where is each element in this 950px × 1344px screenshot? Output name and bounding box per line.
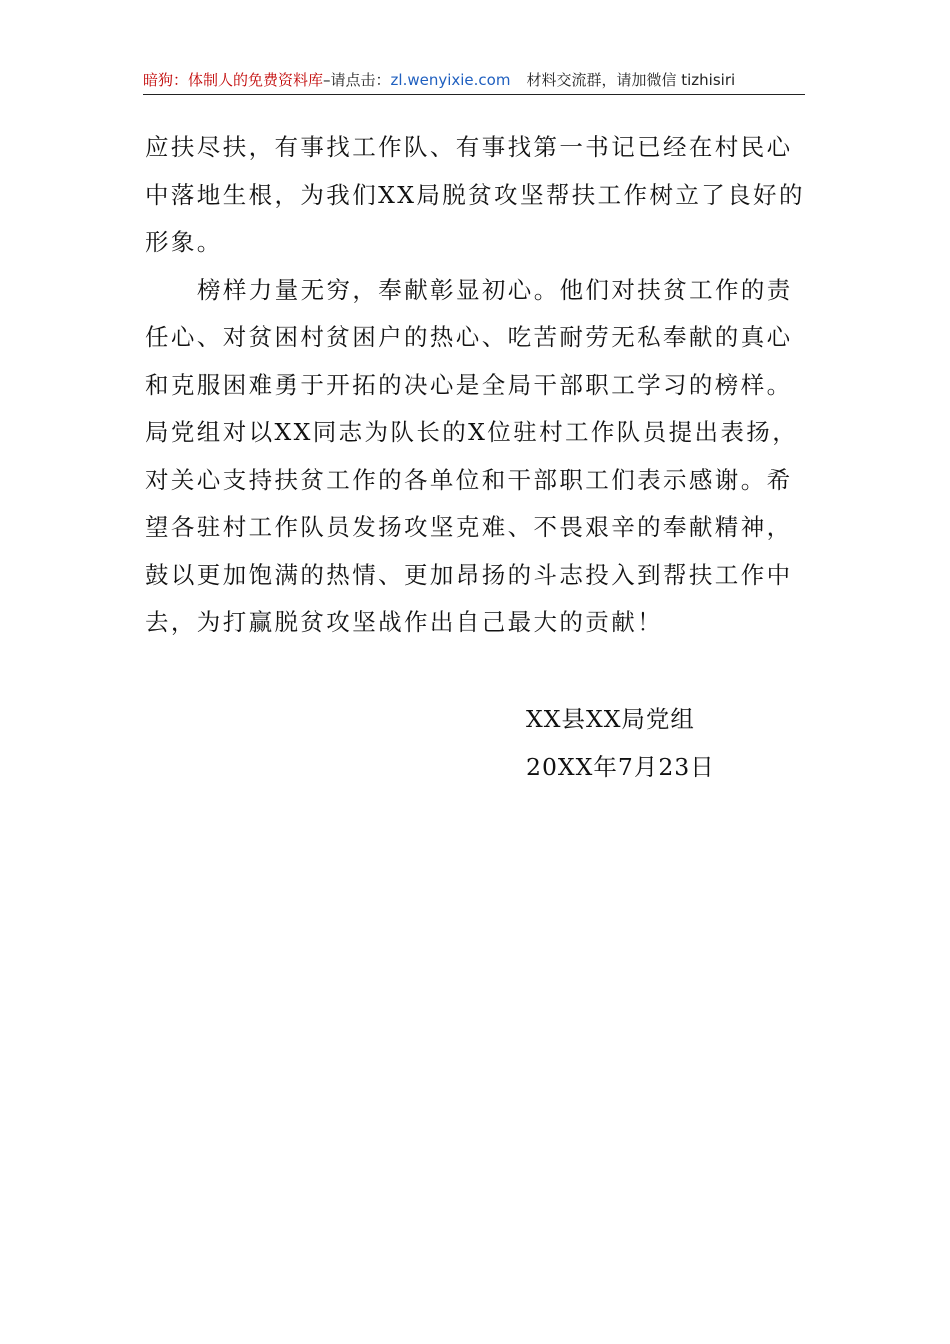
page-header bbox=[143, 68, 805, 95]
signature-org: XX县XX局党组 bbox=[526, 705, 695, 733]
header-link[interactable]: zl.wenyixie.com bbox=[390, 71, 511, 89]
paragraph-praise: 榜样力量无穷，奉献彰显初心。他们对扶贫工作的责任心、对贫困村贫困户的热心、吃苦耐劳无私奉献的真心和克服困难勇于开拓的决心是全局干部职工学习的榜样。局党组对以XX同志为队长的X位驻村工作队员提出表扬，对关心支持扶贫工作的各单位和干部职工们表示感谢。希望各驻村工作队员发扬攻坚克难、不畏艰辛的奉献精神，鼓以更加饱满的热情、更加昂扬的斗志投入到帮扶工作中去，为打赢脱贫攻坚战作出自己最大的贡献！ bbox=[145, 275, 799, 636]
document-body bbox=[145, 124, 807, 647]
header-group-info: 材料交流群，请加微信 tizhisiri bbox=[526, 71, 736, 89]
header-prompt: –请点击： bbox=[323, 71, 391, 89]
paragraph-continued: 应扶尽扶，有事找工作队、有事找第一书记已经在村民心中落地生根，为我们XX局脱贫攻坚帮扶工作树立了良好的形象。 bbox=[145, 133, 805, 256]
header-brand: 暗狗：体制人的免费资料库 bbox=[143, 71, 324, 89]
signature-block bbox=[526, 696, 715, 791]
signature-date: 20XX年7月23日 bbox=[526, 752, 715, 781]
